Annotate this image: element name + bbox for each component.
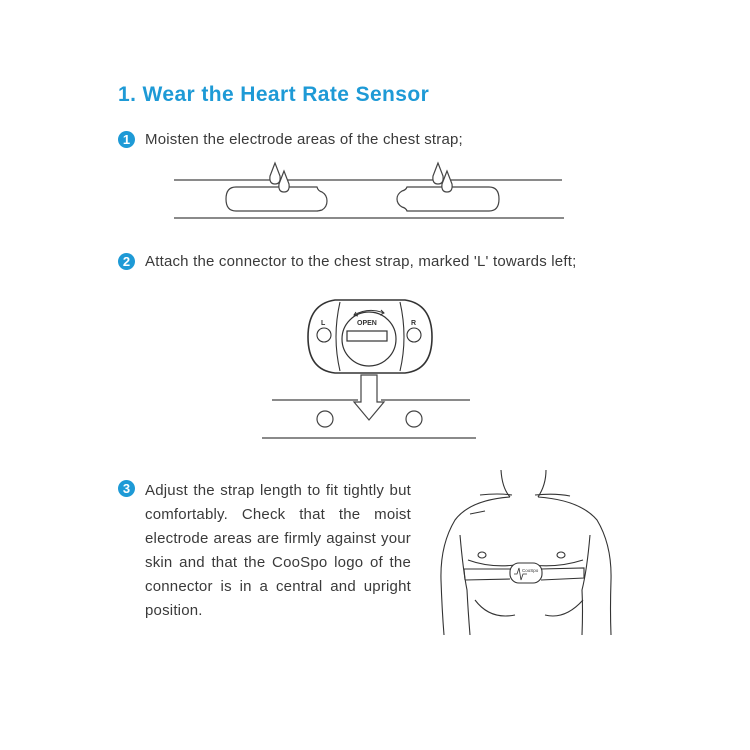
step-number-badge: 1 [118,131,135,148]
coospo-logo: CooSpo [522,568,539,573]
step-number-badge: 3 [118,480,135,497]
step-text: Moisten the electrode areas of the chest strap; [145,131,463,148]
step-text: Attach the connector to the chest strap, marked 'L' towards left; [145,253,577,270]
connector-label-l: L [321,320,326,327]
section-title: 1. Wear the Heart Rate Sensor [118,83,430,106]
step-text: Adjust the strap length to fit tightly but comfortably. Check that the moist electrode areas are firmly against your skin and that the CooSpo logo of the connector is in a central and upright position. [145,482,411,619]
connector-label-r: R [411,320,417,327]
step-number-badge: 2 [118,253,135,270]
connector-label-open: OPEN [357,320,377,327]
